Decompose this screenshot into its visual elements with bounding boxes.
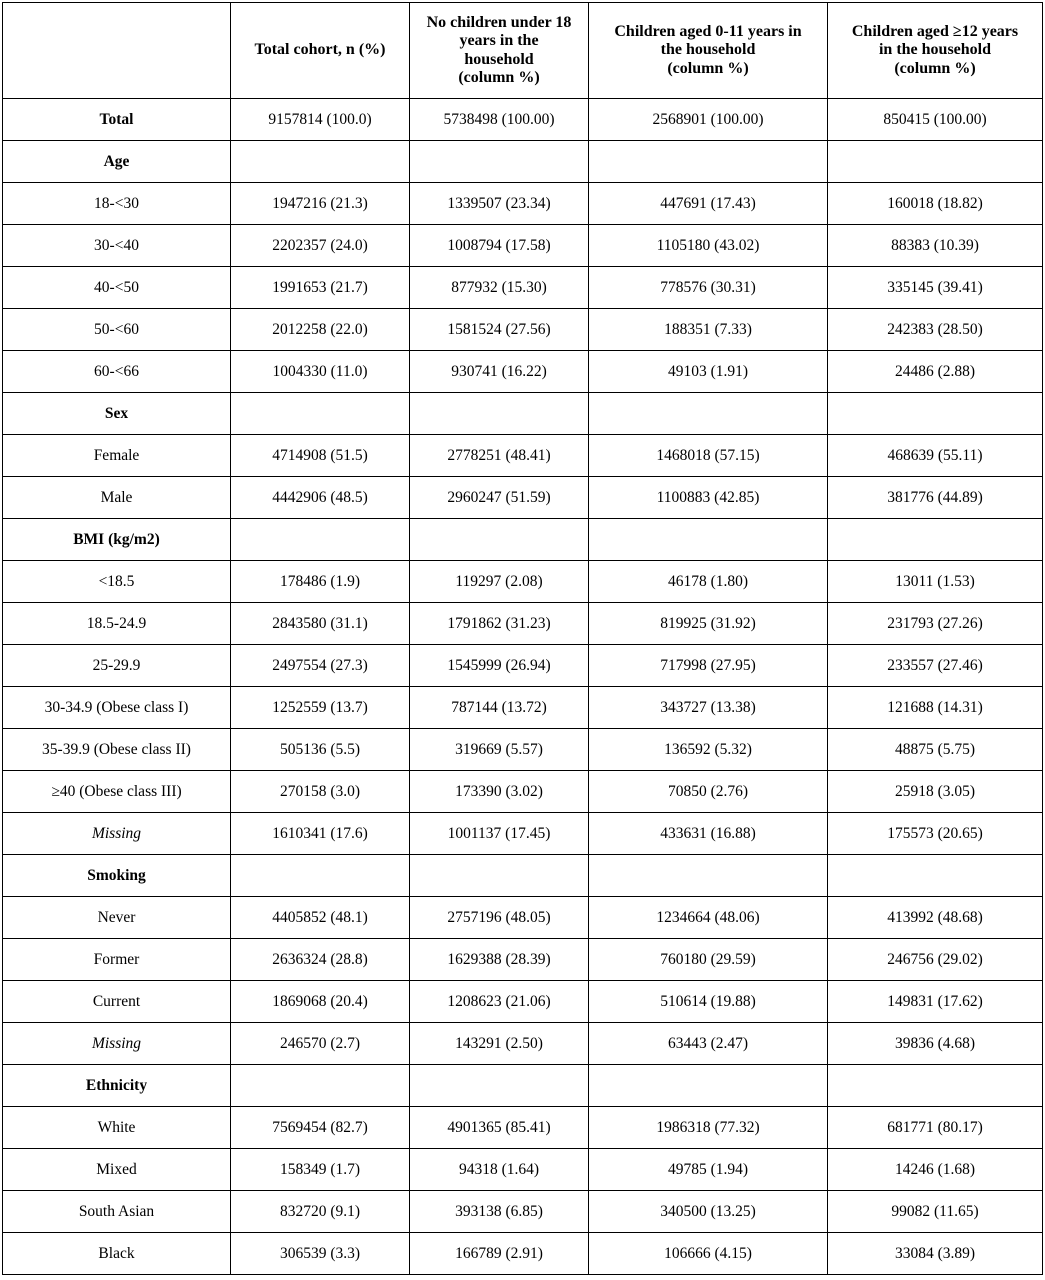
table-row	[3, 687, 1043, 729]
table-row	[3, 729, 1043, 771]
table-row	[3, 771, 1043, 813]
children-12-plus-cell: 99082 (11.65)	[828, 1191, 1043, 1233]
children-12-plus-cell: 233557 (27.46)	[828, 645, 1043, 687]
children-12-plus-cell: 242383 (28.50)	[828, 309, 1043, 351]
no-children-cell: 94318 (1.64)	[410, 1149, 589, 1191]
children-12-plus-cell: 413992 (48.68)	[828, 897, 1043, 939]
total-cohort-cell: 1610341 (17.6)	[231, 813, 410, 855]
header-line: in the household	[878, 41, 992, 59]
no-children-cell	[410, 141, 589, 183]
table-row	[3, 435, 1043, 477]
children-0-11-cell: 70850 (2.76)	[589, 771, 828, 813]
row-label: South Asian	[3, 1191, 231, 1233]
children-12-plus-cell: 850415 (100.00)	[828, 99, 1043, 141]
row-label: 30-<40	[3, 225, 231, 267]
total-cohort-cell	[231, 1065, 410, 1107]
children-0-11-cell: 1234664 (48.06)	[589, 897, 828, 939]
header-line: (column %)	[458, 69, 540, 86]
total-cohort-cell: 270158 (3.0)	[231, 771, 410, 813]
children-0-11-cell: 778576 (30.31)	[589, 267, 828, 309]
children-12-plus-cell: 13011 (1.53)	[828, 561, 1043, 603]
children-12-plus-cell	[828, 519, 1043, 561]
total-cohort-cell: 1004330 (11.0)	[231, 351, 410, 393]
row-label: Missing	[3, 813, 231, 855]
children-12-plus-cell: 33084 (3.89)	[828, 1233, 1043, 1275]
row-label-header	[3, 3, 231, 99]
total-cohort-header	[231, 3, 410, 99]
children-0-11-cell: 510614 (19.88)	[589, 981, 828, 1023]
header-line: household	[464, 50, 534, 68]
no-children-cell: 393138 (6.85)	[410, 1191, 589, 1233]
header-line: the household	[660, 41, 756, 59]
table-row	[3, 477, 1043, 519]
children-12-plus-cell: 149831 (17.62)	[828, 981, 1043, 1023]
children-0-11-cell: 340500 (13.25)	[589, 1191, 828, 1233]
row-label: 40-<50	[3, 267, 231, 309]
no-children-cell	[410, 855, 589, 897]
no-children-cell: 930741 (16.22)	[410, 351, 589, 393]
total-cohort-cell: 1869068 (20.4)	[231, 981, 410, 1023]
children-0-11-cell: 2568901 (100.00)	[589, 99, 828, 141]
row-label: 25-29.9	[3, 645, 231, 687]
children-12-plus-cell: 335145 (39.41)	[828, 267, 1043, 309]
total-cohort-cell: 2497554 (27.3)	[231, 645, 410, 687]
no-children-cell: 4901365 (85.41)	[410, 1107, 589, 1149]
total-cohort-cell: 158349 (1.7)	[231, 1149, 410, 1191]
header-line: Children aged ≥12 years	[851, 22, 1019, 40]
no-children-cell: 143291 (2.50)	[410, 1023, 589, 1065]
children-12-plus-cell	[828, 141, 1043, 183]
table-row	[3, 1149, 1043, 1191]
children-0-11-cell: 188351 (7.33)	[589, 309, 828, 351]
total-cohort-cell: 505136 (5.5)	[231, 729, 410, 771]
table-row	[3, 645, 1043, 687]
header-line: Total cohort, n (%)	[254, 41, 386, 59]
row-label: Mixed	[3, 1149, 231, 1191]
section-header-row	[3, 855, 1043, 897]
total-cohort-cell: 2202357 (24.0)	[231, 225, 410, 267]
total-cohort-cell: 1947216 (21.3)	[231, 183, 410, 225]
table-row	[3, 939, 1043, 981]
total-cohort-cell: 4442906 (48.5)	[231, 477, 410, 519]
no-children-cell: 787144 (13.72)	[410, 687, 589, 729]
no-children-cell: 119297 (2.08)	[410, 561, 589, 603]
table-row	[3, 981, 1043, 1023]
children-0-11-cell: 136592 (5.32)	[589, 729, 828, 771]
children-12-plus-cell: 246756 (29.02)	[828, 939, 1043, 981]
section-header-row	[3, 1065, 1043, 1107]
section-header-row	[3, 141, 1043, 183]
header-line: years in the	[459, 32, 539, 49]
table-header	[3, 3, 1043, 99]
total-cohort-cell	[231, 855, 410, 897]
row-label: Black	[3, 1233, 231, 1275]
children-12-plus-cell	[828, 1065, 1043, 1107]
row-label: 18-<30	[3, 183, 231, 225]
children-12-plus-cell: 121688 (14.31)	[828, 687, 1043, 729]
children-0-11-cell: 1468018 (57.15)	[589, 435, 828, 477]
no-children-cell: 1581524 (27.56)	[410, 309, 589, 351]
total-cohort-cell: 1991653 (21.7)	[231, 267, 410, 309]
children-0-11-cell: 46178 (1.80)	[589, 561, 828, 603]
children-0-11-cell	[589, 519, 828, 561]
table-row	[3, 1023, 1043, 1065]
children-0-11-cell: 343727 (13.38)	[589, 687, 828, 729]
children-12-plus-cell: 468639 (55.11)	[828, 435, 1043, 477]
total-cohort-cell: 2843580 (31.1)	[231, 603, 410, 645]
children-0-11-cell: 433631 (16.88)	[589, 813, 828, 855]
total-cohort-cell	[231, 519, 410, 561]
no-children-cell	[410, 1065, 589, 1107]
children-0-11-cell: 1986318 (77.32)	[589, 1107, 828, 1149]
header-line: (column %)	[667, 59, 749, 77]
total-cohort-cell	[231, 393, 410, 435]
children-12-plus-cell: 160018 (18.82)	[828, 183, 1043, 225]
section-header-row	[3, 519, 1043, 561]
total-cohort-cell: 832720 (9.1)	[231, 1191, 410, 1233]
table-row	[3, 1191, 1043, 1233]
no-children-cell: 1001137 (17.45)	[410, 813, 589, 855]
children-12-plus-cell: 24486 (2.88)	[828, 351, 1043, 393]
total-cohort-cell: 306539 (3.3)	[231, 1233, 410, 1275]
table-row	[3, 813, 1043, 855]
no-children-cell	[410, 393, 589, 435]
children-12-plus-cell: 14246 (1.68)	[828, 1149, 1043, 1191]
no-children-cell: 2778251 (48.41)	[410, 435, 589, 477]
children-12-plus-header	[828, 3, 1043, 99]
no-children-cell: 1008794 (17.58)	[410, 225, 589, 267]
row-label: <18.5	[3, 561, 231, 603]
row-label: 30-34.9 (Obese class I)	[3, 687, 231, 729]
row-label: BMI (kg/m2)	[3, 519, 231, 561]
children-0-11-cell: 49785 (1.94)	[589, 1149, 828, 1191]
row-label: 50-<60	[3, 309, 231, 351]
children-0-11-cell: 819925 (31.92)	[589, 603, 828, 645]
row-label: 18.5-24.9	[3, 603, 231, 645]
table-row	[3, 351, 1043, 393]
no-children-cell: 166789 (2.91)	[410, 1233, 589, 1275]
row-label: Total	[3, 99, 231, 141]
row-label: 60-<66	[3, 351, 231, 393]
children-12-plus-cell: 39836 (4.68)	[828, 1023, 1043, 1065]
children-0-11-cell: 1105180 (43.02)	[589, 225, 828, 267]
children-0-11-cell: 1100883 (42.85)	[589, 477, 828, 519]
children-0-11-cell	[589, 855, 828, 897]
row-label: 35-39.9 (Obese class II)	[3, 729, 231, 771]
table-body	[3, 99, 1043, 1275]
total-cohort-cell: 246570 (2.7)	[231, 1023, 410, 1065]
children-12-plus-cell: 231793 (27.26)	[828, 603, 1043, 645]
cohort-characteristics-table	[2, 2, 1043, 1275]
no-children-cell: 1791862 (31.23)	[410, 603, 589, 645]
table-row	[3, 1233, 1043, 1275]
children-12-plus-cell	[828, 855, 1043, 897]
children-0-11-cell	[589, 393, 828, 435]
table-row	[3, 561, 1043, 603]
children-0-11-cell: 63443 (2.47)	[589, 1023, 828, 1065]
children-12-plus-cell: 25918 (3.05)	[828, 771, 1043, 813]
row-label: Never	[3, 897, 231, 939]
children-0-11-cell: 717998 (27.95)	[589, 645, 828, 687]
no-children-cell: 1208623 (21.06)	[410, 981, 589, 1023]
children-0-11-header	[589, 3, 828, 99]
table-row	[3, 267, 1043, 309]
no-children-cell: 1629388 (28.39)	[410, 939, 589, 981]
row-label: Male	[3, 477, 231, 519]
no-children-cell: 173390 (3.02)	[410, 771, 589, 813]
cohort-table-container	[2, 2, 1043, 1275]
no-children-cell: 2960247 (51.59)	[410, 477, 589, 519]
total-cohort-cell: 7569454 (82.7)	[231, 1107, 410, 1149]
total-cohort-cell: 2012258 (22.0)	[231, 309, 410, 351]
no-children-cell: 319669 (5.57)	[410, 729, 589, 771]
children-12-plus-cell: 175573 (20.65)	[828, 813, 1043, 855]
table-row	[3, 99, 1043, 141]
no-children-cell: 877932 (15.30)	[410, 267, 589, 309]
children-0-11-cell: 447691 (17.43)	[589, 183, 828, 225]
total-cohort-cell: 9157814 (100.0)	[231, 99, 410, 141]
children-0-11-cell: 106666 (4.15)	[589, 1233, 828, 1275]
header-row	[3, 3, 1043, 99]
no-children-cell: 1545999 (26.94)	[410, 645, 589, 687]
children-0-11-cell: 49103 (1.91)	[589, 351, 828, 393]
table-row	[3, 183, 1043, 225]
row-label: White	[3, 1107, 231, 1149]
header-line: No children under 18	[426, 13, 572, 31]
total-cohort-cell	[231, 141, 410, 183]
header-line: (column %)	[894, 59, 976, 77]
no-children-cell: 2757196 (48.05)	[410, 897, 589, 939]
table-row	[3, 897, 1043, 939]
no-children-cell: 5738498 (100.00)	[410, 99, 589, 141]
row-label: ≥40 (Obese class III)	[3, 771, 231, 813]
children-0-11-cell	[589, 1065, 828, 1107]
total-cohort-cell: 1252559 (13.7)	[231, 687, 410, 729]
no-children-header	[410, 3, 589, 99]
children-0-11-cell: 760180 (29.59)	[589, 939, 828, 981]
header-line: Children aged 0-11 years in	[614, 22, 802, 40]
row-label: Missing	[3, 1023, 231, 1065]
no-children-cell	[410, 519, 589, 561]
total-cohort-cell: 178486 (1.9)	[231, 561, 410, 603]
row-label: Former	[3, 939, 231, 981]
total-cohort-cell: 4714908 (51.5)	[231, 435, 410, 477]
table-row	[3, 603, 1043, 645]
row-label: Age	[3, 141, 231, 183]
table-row	[3, 225, 1043, 267]
row-label: Female	[3, 435, 231, 477]
row-label: Smoking	[3, 855, 231, 897]
children-12-plus-cell: 381776 (44.89)	[828, 477, 1043, 519]
table-row	[3, 309, 1043, 351]
total-cohort-cell: 2636324 (28.8)	[231, 939, 410, 981]
children-0-11-cell	[589, 141, 828, 183]
total-cohort-cell: 4405852 (48.1)	[231, 897, 410, 939]
table-row	[3, 1107, 1043, 1149]
children-12-plus-cell: 88383 (10.39)	[828, 225, 1043, 267]
no-children-cell: 1339507 (23.34)	[410, 183, 589, 225]
children-12-plus-cell: 681771 (80.17)	[828, 1107, 1043, 1149]
row-label: Sex	[3, 393, 231, 435]
children-12-plus-cell	[828, 393, 1043, 435]
row-label: Current	[3, 981, 231, 1023]
children-12-plus-cell: 48875 (5.75)	[828, 729, 1043, 771]
section-header-row	[3, 393, 1043, 435]
row-label: Ethnicity	[3, 1065, 231, 1107]
